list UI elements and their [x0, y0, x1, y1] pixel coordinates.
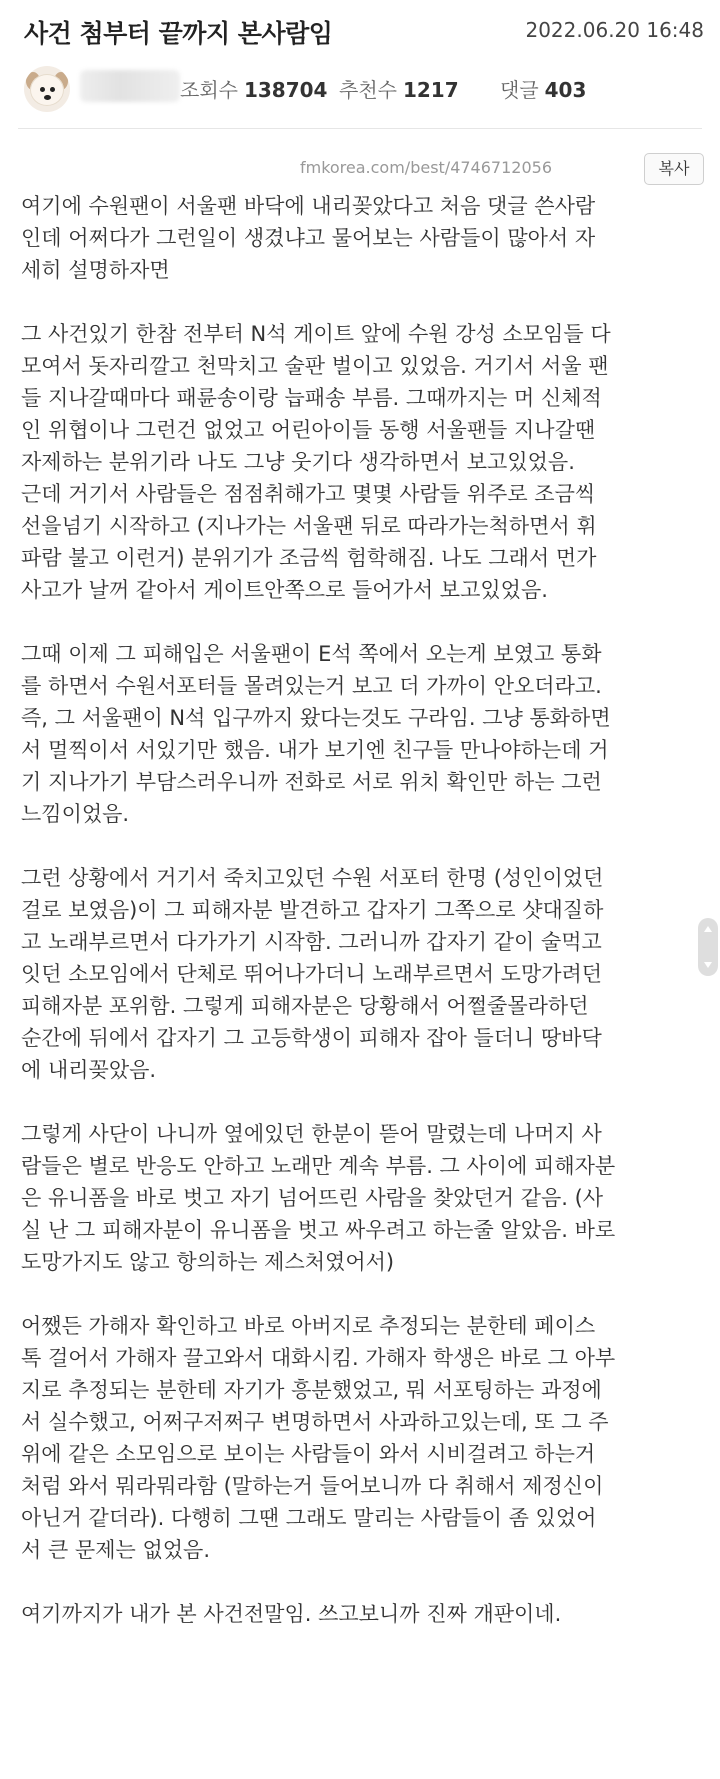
text-line: 서 실수했고, 어쩌구저쩌구 변명하면서 사과하고있는데, 또 그 주: [21, 1410, 609, 1434]
avatar-eye-left: [40, 87, 45, 92]
avatar-eye-right: [50, 87, 55, 92]
share-bar: [0, 146, 720, 186]
views-count: 138704: [243, 78, 328, 102]
post-url[interactable]: fmkorea.com/best/4746712056: [299, 158, 552, 177]
comments-stat[interactable]: [500, 74, 586, 103]
text-line: 사고가 날꺼 같아서 게이트안쪽으로 들어가서 보고있었음.: [21, 578, 548, 602]
comments-label: 댓글: [500, 78, 539, 102]
text-line: 들 지나갈때마다 패륜송이랑 늡패송 부름. 그때까지는 머 신체적: [21, 386, 602, 410]
text-line: 잇던 소모임에서 단체로 뛰어나가더니 노래부르면서 도망가려던: [21, 962, 603, 986]
text-line: 도망가지도 않고 항의하는 제스처였어서): [21, 1250, 395, 1274]
paragraph: [21, 318, 701, 606]
post-meta: [24, 62, 704, 106]
text-line: 피해자분 포위함. 그렇게 피해자분은 당황해서 어쩔줄몰라하던: [21, 994, 589, 1018]
recommend-stat: [339, 74, 459, 103]
copy-url-button[interactable]: 복사: [644, 153, 704, 185]
text-line: 그렇게 사단이 나니까 옆에있던 한분이 뜯어 말렸는데 나머지 사: [21, 1122, 602, 1146]
comments-count: 403: [544, 78, 587, 102]
text-line: 자제하는 분위기라 나도 그냥 웃기다 생각하면서 보고있었음.: [21, 450, 575, 474]
text-line: 기 지나가기 부담스러우니까 전화로 서로 위치 확인만 하는 그런: [21, 770, 602, 794]
avatar-face: [30, 74, 64, 106]
paragraph: [21, 638, 701, 830]
header-divider: [18, 128, 702, 129]
views-label: 조회수: [180, 78, 238, 102]
recommend-count: 1217: [402, 78, 459, 102]
post-body: [21, 190, 701, 1662]
text-line: 세히 설명하자면: [21, 258, 170, 282]
text-line: 파람 불고 이런거) 분위기가 조금씩 험학해짐. 나도 그래서 먼가: [21, 546, 597, 570]
paragraph: [21, 1598, 701, 1630]
text-line: 고 노래부르면서 다가가기 시작함. 그러니까 갑자기 같이 술먹고: [21, 930, 602, 954]
post-title: 사건 첨부터 끝까지 본사람임: [24, 19, 333, 48]
text-line: 근데 거기서 사람들은 점점취해가고 몇몇 사람들 위주로 조금씩: [21, 482, 596, 506]
scroll-handle[interactable]: [698, 918, 718, 976]
text-line: 아닌거 같더라). 다행히 그땐 그래도 말리는 사람들이 좀 있었어: [21, 1506, 597, 1530]
text-line: 그때 이제 그 피해입은 서울팬이 E석 쪽에서 오는게 보였고 통화: [21, 642, 602, 666]
text-line: 람들은 별로 반응도 안하고 노래만 계속 부름. 그 사이에 피해자분: [21, 1154, 616, 1178]
text-line: 인데 어쩌다가 그런일이 생겼냐고 물어보는 사람들이 많아서 자: [21, 226, 596, 250]
text-line: 모여서 돗자리깔고 천막치고 술판 벌이고 있었음. 거기서 서울 팬: [21, 354, 609, 378]
post-header: [0, 0, 720, 148]
text-line: 위에 같은 소모임으로 보이는 사람들이 와서 시비걸려고 하는거: [21, 1442, 596, 1466]
text-line: 서 멀찍이서 서있기만 했음. 내가 보기엔 친구들 만나야하는데 거: [21, 738, 609, 762]
views-stat: [180, 74, 327, 103]
text-line: 여기에 수원팬이 서울팬 바닥에 내리꽂았다고 처음 댓글 쓴사람: [21, 194, 596, 218]
text-line: 실 난 그 피해자분이 유니폼을 벗고 싸우려고 하는줄 알았음. 바로: [21, 1218, 616, 1242]
paragraph: [21, 862, 701, 1086]
paragraph: [21, 1310, 701, 1566]
avatar-nose: [44, 95, 51, 100]
text-line: 느낌이었음.: [21, 802, 130, 826]
paragraph: [21, 1118, 701, 1278]
text-line: 어쨌든 가해자 확인하고 바로 아버지로 추정되는 분한테 페이스: [21, 1314, 596, 1338]
text-line: 를 하면서 수원서포터들 몰려있는거 보고 더 가까이 안오더라고.: [21, 674, 602, 698]
text-line: 즉, 그 서울팬이 N석 입구까지 왔다는것도 구라임. 그냥 통화하면: [21, 706, 611, 730]
text-line: 걸로 보였음)이 그 피해자분 발견하고 갑자기 그쪽으로 샷대질하: [21, 898, 604, 922]
text-line: 여기까지가 내가 본 사건전말임. 쓰고보니까 진짜 개판이네.: [21, 1602, 562, 1626]
text-line: 에 내리꽂았음.: [21, 1058, 157, 1082]
text-line: 톡 걸어서 가해자 끌고와서 대화시킴. 가해자 학생은 바로 그 아부: [21, 1346, 616, 1370]
text-line: 선을넘기 시작하고 (지나가는 서울팬 뒤로 따라가는척하면서 휘: [21, 514, 597, 538]
text-line: 지로 추정되는 분한테 자기가 흥분했었고, 뭐 서포팅하는 과정에: [21, 1378, 602, 1402]
post-datetime: 2022.06.20 16:48: [525, 18, 704, 42]
text-line: 그런 상황에서 거기서 죽치고있던 수원 서포터 한명 (성인이었던: [21, 866, 604, 890]
recommend-label: 추천수: [339, 78, 397, 102]
text-line: 인 위협이나 그런건 없었고 어린아이들 동행 서울팬들 지나갈땐: [21, 418, 596, 442]
text-line: 은 유니폼을 바로 벗고 자기 넘어뜨린 사람을 찾았던거 같음. (사: [21, 1186, 604, 1210]
text-line: 그 사건있기 한참 전부터 N석 게이트 앞에 수원 강성 소모임들 다: [21, 322, 611, 346]
username-blurred[interactable]: [80, 70, 180, 102]
avatar[interactable]: [24, 66, 70, 112]
text-line: 처럼 와서 뭐라뭐라함 (말하는거 들어보니까 다 취해서 제정신이: [21, 1474, 604, 1498]
text-line: 서 큰 문제는 없었음.: [21, 1538, 210, 1562]
paragraph: [21, 190, 701, 286]
text-line: 순간에 뒤에서 갑자기 그 고등학생이 피해자 잡아 들더니 땅바닥: [21, 1026, 602, 1050]
